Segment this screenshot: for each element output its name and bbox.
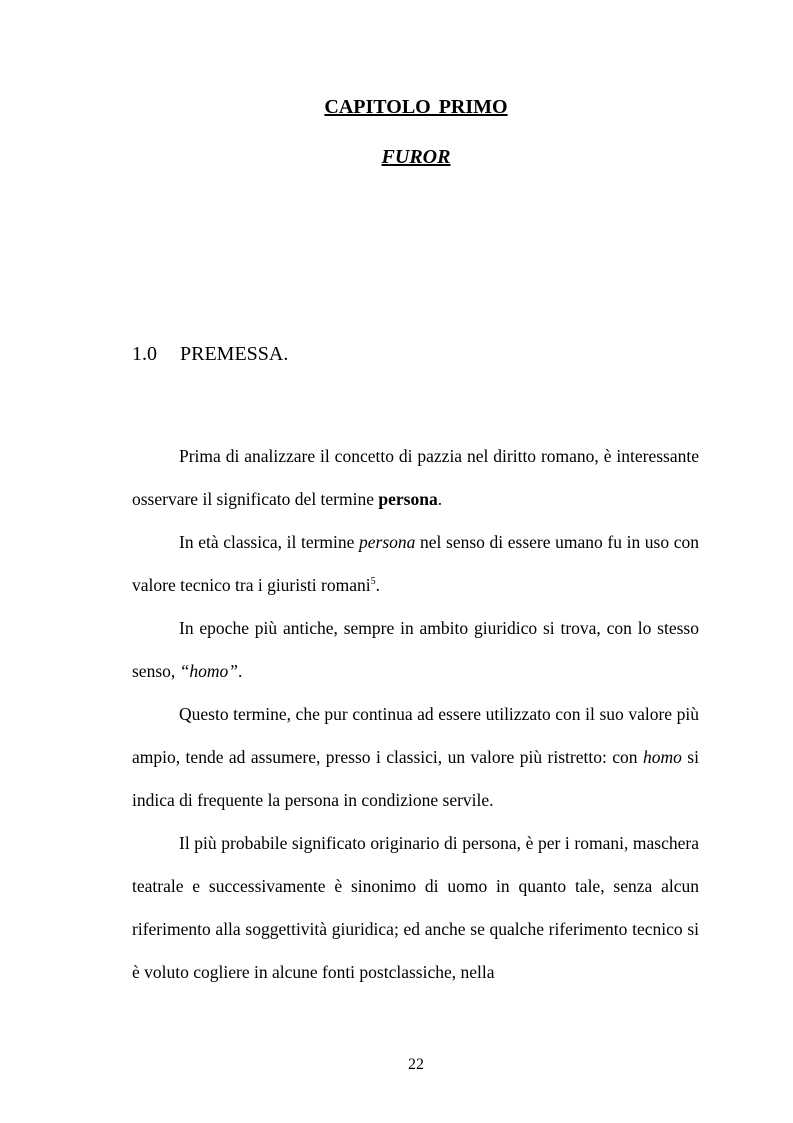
paragraph-3-text: In epoche più antiche, sempre in ambito giuridico si trova, con lo stesso senso, [132, 618, 699, 681]
paragraph-2-end: . [375, 575, 380, 595]
paragraph-2-italic-term: persona [359, 532, 416, 552]
paragraph-4-italic-term: homo [642, 747, 682, 767]
paragraph-3 [132, 607, 699, 693]
section-title: PREMESSA. [180, 343, 289, 365]
paragraph-5: Il più probabile significato originario di persona, è per i romani, maschera teatrale e successivamente è sinonimo di uomo in quanto tale, senza alcun riferimento alla soggettività giuridica; ed anche se qualche riferimento tecnico si è voluto cogliere in alcune fonti postclassiche, nella [132, 833, 699, 982]
chapter-subtitle: FUROR [381, 146, 451, 168]
paragraph-3-italic-term: “homo” [179, 661, 238, 681]
paragraph-3-end: . [238, 661, 243, 681]
section-number: 1.0 [132, 343, 157, 365]
chapter-title: CAPITOLO PRIMO [324, 96, 508, 118]
paragraph-1 [132, 435, 699, 521]
section-heading [132, 343, 288, 366]
paragraph-1-text: Prima di analizzare il concetto di pazzia nel diritto romano, è interessante osservare il significato del termine [132, 446, 699, 509]
footnote-reference[interactable]: 5 [370, 576, 376, 587]
paragraph-4-text: Questo termine, che pur continua ad essere utilizzato con il suo valore più ampio, tende ad assumere, presso i classici, un valore più ristretto: con [132, 704, 699, 767]
paragraph-4-end: si indica di frequente la persona in condizione servile. [132, 747, 699, 810]
body-text [132, 435, 699, 994]
paragraph-2 [132, 521, 699, 607]
page-number: 22 [408, 1056, 424, 1073]
paragraph-4 [132, 693, 699, 822]
paragraph-1-end: . [437, 489, 443, 509]
paragraph-2-text: In età classica, il termine [179, 532, 360, 552]
paragraph-2-middle: nel senso di essere umano fu in uso con valore tecnico tra i giuristi romani [132, 532, 700, 595]
paragraph-1-bold-term: persona [378, 489, 438, 509]
